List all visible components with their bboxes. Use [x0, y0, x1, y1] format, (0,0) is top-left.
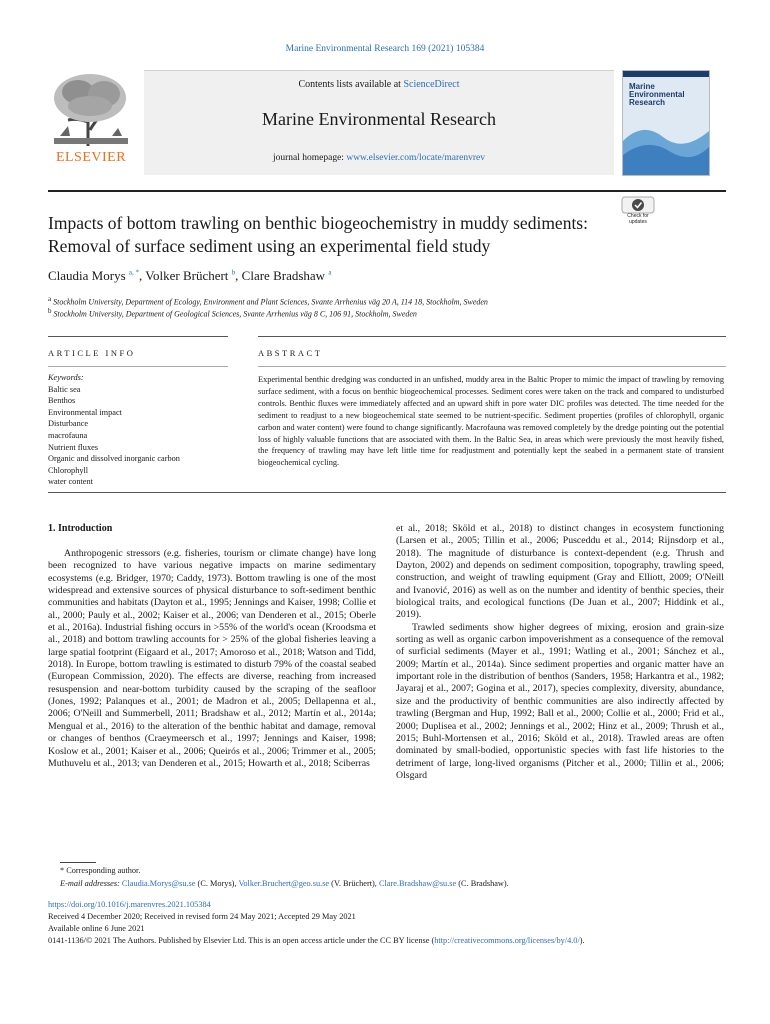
affiliation-b	[48, 307, 417, 319]
author-separator: ,	[139, 268, 146, 283]
keyword: Nutrient fluxes	[48, 442, 99, 452]
author-affiliation-mark[interactable]: b	[231, 268, 236, 277]
keyword: Organic and dissolved inorganic carbon	[48, 454, 180, 464]
header-divider	[48, 190, 726, 192]
section-heading-introduction: 1. Introduction	[48, 523, 113, 534]
author[interactable]	[48, 268, 145, 283]
keyword: macrofauna	[48, 430, 88, 440]
journal-reference[interactable]: Marine Environmental Research 169 (2021) 105384	[285, 44, 485, 54]
paragraph: Trawled sediments show higher degrees of mixing, erosion and grain-size sorting as well as organic carbon impoverishment as a consequence of the removal of surficial sediments (Mayer et al., 1991; Watling et al., 2001; Sánchez et al., 2009; Martín et al., 2014a). Since sediment properties and organic matter have an important role in the distribution of benthos (Sanders, 1958; Harkantra et al., 1982; Jayaraj et al., 2007; Gogina et al., 2017), species complexity, diversity, abundance, size and the productivity of benthic communities are also indirectly affected by trawling (Bergman and Hup, 1992; Ball et al., 2000; Collie et al., 2000; Frid et al., 2000; Duplisea et al., 2002; Jennings et al., 2002; Hinz et al., 2009; Thrush et al., 2015; Buhl-Mortensen et al., 2016; Sköld et al., 2018). Trawled areas are often dominated by small-bodied, opportunistic species with fast life histories to the detriment of large, long-lived organisms (Pitcher et al., 2000; Tillin et al., 2006; Olsgard	[396, 621, 724, 781]
email-owner: (V. Brüchert),	[329, 879, 379, 888]
abstract-subrule	[258, 366, 726, 367]
keyword: Baltic sea	[48, 384, 81, 394]
author-separator: ,	[235, 268, 242, 283]
email-link[interactable]: Clare.Bradshaw@su.se	[378, 879, 457, 888]
affiliation-a	[48, 295, 488, 307]
email-addresses	[60, 879, 509, 888]
affiliation-mark: a	[48, 295, 52, 303]
abstract-text: Experimental benthic dredging was conducted in an unfished, muddy area in the Baltic Proper to mimic the impact of trawling by removing surface sediment, with a focus on benthic biogeochemical processes. Sediment cores were taken on the track and compared to undisturbed controls. Benthic fluxes were immediately affected and an upward shift in pore water DIC profiles was detected. The time needed for the sediment to readjust to a new biogeochemical state seemed to be nutrient-specific. Sediment properties (profiles of chlorophyll, organic carbon and water content) were found to change significantly. Macrofauna was removed completely by the dredge pointing out the potential loss of highly valuable functions that are associated with them. In the Baltic Sea, in areas which were previously the most heavily fished, the frequency of trawling may have left little time for readjustment and potentially kept the seabed in a permanent state of transient biogeochemical cycling.	[258, 375, 724, 468]
keyword: Disturbance	[48, 419, 89, 429]
header-center-panel	[144, 70, 614, 175]
journal-header	[48, 70, 726, 174]
email-owner: (C. Bradshaw).	[456, 879, 509, 888]
check-updates-icon	[620, 196, 656, 214]
footnote-rule	[60, 862, 96, 863]
copyright-line	[48, 936, 585, 945]
copyright-end: ).	[579, 936, 585, 945]
author-list	[48, 268, 331, 284]
affiliation-mark: b	[48, 307, 52, 315]
license-link[interactable]: http://creativecommons.org/licenses/by/4.0/	[434, 936, 580, 945]
article-info-subrule	[48, 366, 228, 367]
article-info-heading: ARTICLE INFO	[48, 348, 136, 358]
email-link[interactable]: Claudia.Morys@su.se	[121, 879, 196, 888]
journal-homepage	[144, 153, 614, 163]
author[interactable]	[242, 268, 332, 283]
email-owner: (C. Morys),	[195, 879, 239, 888]
affiliation-text: Stockholm University, Department of Geological Sciences, Svante Arrhenius väg 8 C, 106 91, Stockholm, Sweden	[53, 309, 417, 319]
author-name: Clare Bradshaw	[241, 268, 326, 283]
journal-cover[interactable]	[622, 70, 710, 176]
article-title: Impacts of bottom trawling on benthic biogeochemistry in muddy sediments: Removal of surface sediment using an experimental field study	[48, 213, 588, 256]
available-online: Available online 6 June 2021	[48, 924, 145, 933]
keyword: Chlorophyll	[48, 465, 89, 475]
doi-link[interactable]: https://doi.org/10.1016/j.marenvres.2021.105384	[48, 900, 211, 909]
contents-line	[144, 79, 614, 90]
homepage-prefix: journal homepage:	[272, 153, 347, 163]
body-column-left: Anthropogenic stressors (e.g. fisheries, tourism or climate change) have long been recognized to have various negative impacts on marine sedimentary ecosystems (e.g. Bridger, 1970; Caddy, 1973). Bottom trawling is one of the most widespread and extensive sources of physical disturbance to soft-sediment benthic communities and habitats (Dayton et al., 1995; Jennings and Kaiser, 1998; Collie et al., 2000; Pauly et al., 2002; Kaiser et al., 2006; van Denderen et al., 2015; Oberle et al., 2016a). Industrial fishing occurs in >55% of the world's ocean (Kroodsma et al., 2018) and bottom trawling accounts for > 25% of the global fisheries leaving a large spatial footprint (Eigaard et al., 2017; Amoroso et al., 2018; Watson and Tidd, 2018). In Europe, bottom trawling is estimated to disturb 79% of the coastal seabed (European Commission, 2020). The effects are diverse, reaching from increased resuspension and near-bottom turbidity caused by the scraping of the seafloor (Jones, 1992; Palanques et al., 2001; de Madron et al., 2005; Dellapenna et al., 2006; O'Neill and Summerbell, 2011; Bradshaw et al., 2012; Martín et al., 2014a; Mengual et al., 2016) to the alteration of the benthic habitat and damage, removal or changes of benthos (Craeymeersch et al., 1997; Jennings and Kaiser, 1998; Koslow et al., 2001; Kaiser et al., 2006; Queirós et al., 2006; Trimmer et al., 2005; Muthuvelu et al., 2013; van Denderen et al., 2015; Howarth et al., 2018; Sciberras	[48, 548, 376, 769]
abstract-rule	[258, 336, 726, 337]
keywords-label: Keywords:	[48, 373, 84, 382]
article-info-rule	[48, 336, 228, 337]
email-link[interactable]: Volker.Bruchert@geo.su.se	[238, 879, 330, 888]
affiliation-text: Stockholm University, Department of Ecology, Environment and Plant Sciences, Svante Arrhenius väg 20 A, 114 18, Stockholm, Sweden	[53, 297, 488, 307]
received-dates: Received 4 December 2020; Received in revised form 24 May 2021; Accepted 29 May 2021	[48, 912, 356, 921]
journal-title: Marine Environmental Research	[262, 109, 496, 129]
check-updates-label: Check for updates	[627, 213, 649, 225]
abstract-heading: ABSTRACT	[258, 348, 323, 358]
body-column-right	[396, 523, 724, 782]
keywords-list	[48, 372, 233, 488]
author-affiliation-mark[interactable]: a, *	[128, 268, 139, 277]
author-name: Volker Brüchert	[145, 268, 229, 283]
keyword: water content	[48, 477, 93, 487]
author[interactable]	[145, 268, 241, 283]
elsevier-logo[interactable]	[48, 70, 134, 168]
contents-prefix: Contents lists available at	[298, 79, 404, 90]
publisher-name: ELSEVIER	[55, 150, 127, 165]
homepage-link[interactable]: www.elsevier.com/locate/marenvrev	[346, 153, 485, 163]
sciencedirect-link[interactable]: ScienceDirect	[403, 79, 460, 90]
email-label: E-mail addresses:	[60, 879, 122, 888]
paragraph: et al., 2018; Sköld et al., 2018) to distinct changes in ecosystem functioning (Larsen et al., 2005; Tillin et al., 2006; Pusceddu et al., 2014; Rijnsdorp et al., 2018). The magnitude of disturbance is context-dependent (e.g. Thrush and Dayton, 2002) and depends on sediment composition, topography, trawling speed, construction, and weight of trawling equipment (Gray and Elliott, 2009; O'Neill and Ivanović, 2016) as well as on the number and identity of benthic species, their biological traits, and ecological functions (De Juan et al., 2007; Hiddink et al., 2019).	[396, 523, 724, 621]
cover-title: Marine Environmental Research	[629, 82, 685, 107]
copyright-text: 0141-1136/© 2021 The Authors. Published by Elsevier Ltd. This is an open access article under the CC BY license (	[48, 936, 435, 945]
corresponding-author-note: * Corresponding author.	[60, 866, 141, 875]
keyword: Environmental impact	[48, 407, 122, 417]
abstract-bottom-rule	[48, 492, 726, 493]
author-name: Claudia Morys	[48, 268, 126, 283]
keyword: Benthos	[48, 396, 76, 406]
author-affiliation-mark[interactable]: a	[328, 268, 332, 277]
